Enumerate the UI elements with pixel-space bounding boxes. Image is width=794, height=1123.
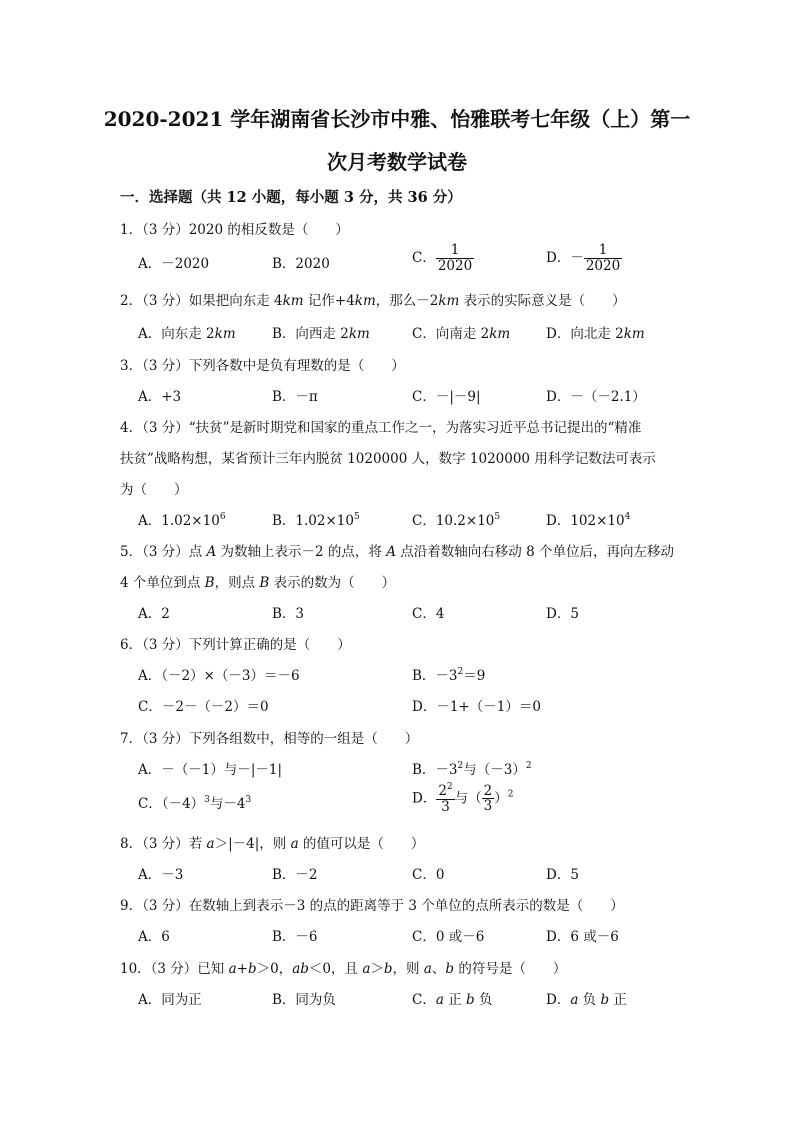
q2-option-b: B．向西走 2km: [272, 326, 370, 342]
q9-stem: 9．（3 分）在数轴上到表示－3 的点的距离等于 3 个单位的点所表示的数是（ ）: [120, 898, 624, 914]
q5-option-c: C．4: [412, 606, 445, 622]
q8-option-c: C．0: [412, 867, 445, 883]
q2-stem: 2．（3 分）如果把向东走 4km 记作+4km，那么－2km 表示的实际意义是（ ）: [120, 293, 626, 309]
q1-stem: 1．（3 分）2020 的相反数是（ ）: [120, 222, 349, 238]
q2-option-c: C．向南走 2km: [412, 326, 511, 342]
q7-option-d: D． $\frac{2^2}{3}$ 与（ $\frac{2}{3}$ ）$^2$: [412, 782, 514, 815]
q5-option-b: B．3: [272, 606, 305, 622]
q6-option-a: A．（－2）×（－3）＝－6: [138, 668, 300, 684]
fraction: $\frac{1}{2020}$: [585, 242, 621, 274]
q5-stem-line2: 4 个单位到点 B，则点 B 表示的数为（ ）: [120, 575, 396, 591]
q6-option-b: B．$-3^2=9$: [412, 667, 486, 684]
q9-option-a: A．6: [138, 929, 170, 945]
q4-option-a: A．$1.02\times 10^6$: [138, 512, 226, 529]
fraction: $\frac{2^2}{3}$: [438, 782, 453, 815]
q7-option-a: A．－（－1）与－|－1|: [138, 762, 283, 778]
q9-option-c: C．0 或－6: [412, 929, 485, 945]
q4-option-d: D．$102\times 10^4$: [546, 512, 631, 529]
q2-option-a: A．向东走 2km: [138, 326, 236, 342]
q1-option-b: B．2020: [272, 256, 330, 272]
q10-option-d: D．a 负 b 正: [546, 992, 627, 1008]
q3-option-a: A．+3: [138, 389, 182, 405]
q10-option-a: A．同为正: [138, 992, 202, 1008]
q1-option-c: C． $\frac{1}{2020}$: [412, 242, 473, 274]
q7-option-b: B．$-3^2$与$(-3)^2$: [412, 761, 532, 778]
q5-option-d: D．5: [546, 606, 579, 622]
q8-stem: 8．（3 分）若 a＞|－4|，则 a 的值可以是（ ）: [120, 836, 425, 852]
q4-stem-line3: 为（ ）: [120, 482, 188, 498]
q5-option-a: A．2: [138, 606, 170, 622]
q5-stem-line1: 5．（3 分）点 A 为数轴上表示－2 的点，将 A 点沿着数轴向右移动 8 个单位后，再向左移动: [120, 544, 674, 560]
q3-option-b: B．－π: [272, 389, 318, 405]
q6-option-c: C．－2－（－2）＝0: [138, 699, 269, 715]
q10-option-b: B．同为负: [272, 992, 336, 1008]
q4-stem-line2: 扶贫”战略构想，某省预计三年内脱贫 1020000 人，数字 1020000 用科学记数法可表示: [120, 451, 656, 467]
q8-option-a: A．－3: [138, 867, 184, 883]
section-heading: 一．选择题（共 12 小题，每小题 3 分，共 36 分）: [120, 189, 462, 206]
q6-option-d: D．－1+（－1）＝0: [412, 699, 541, 715]
fraction: $\frac{2}{3}$: [483, 782, 493, 815]
q3-option-d: D．－（－2.1）: [546, 389, 646, 405]
q8-option-d: D．5: [546, 867, 579, 883]
fraction: $\frac{1}{2020}$: [437, 242, 473, 274]
q2-option-d: D．向北走 2km: [546, 326, 645, 342]
q9-option-d: D．6 或－6: [546, 929, 619, 945]
q4-option-b: B．$1.02\times 10^5$: [272, 512, 360, 529]
q8-option-b: B．－2: [272, 867, 318, 883]
q3-option-c: C．－|－9|: [412, 389, 481, 405]
q6-stem: 6．（3 分）下列计算正确的是（ ）: [120, 637, 351, 653]
q7-stem: 7．（3 分）下列各组数中，相等的一组是（ ）: [120, 731, 419, 747]
page-title-line1: 2020-2021 学年湖南省长沙市中雅、怡雅联考七年级（上）第一: [103, 107, 691, 131]
q10-option-c: C．a 正 b 负: [412, 992, 493, 1008]
q4-option-c: C．$10.2\times 10^5$: [412, 512, 501, 529]
q10-stem: 10．（3 分）已知 a+b＞0，ab＜0，且 a＞b，则 a、b 的符号是（ ）: [120, 961, 567, 977]
q3-stem: 3．（3 分）下列各数中是负有理数的是（ ）: [120, 358, 405, 374]
q7-option-c: C．$(-4)^3$与$-4^3$: [138, 795, 252, 812]
q4-stem-line1: 4．（3 分）“扶贫”是新时期党和国家的重点工作之一，为落实习近平总书记提出的“精准: [120, 420, 642, 436]
q1-option-a: A．－2020: [138, 256, 210, 272]
page-title-line2: 次月考数学试卷: [327, 150, 467, 174]
q9-option-b: B．－6: [272, 929, 318, 945]
q1-option-d: D．－ $\frac{1}{2020}$: [546, 242, 621, 274]
